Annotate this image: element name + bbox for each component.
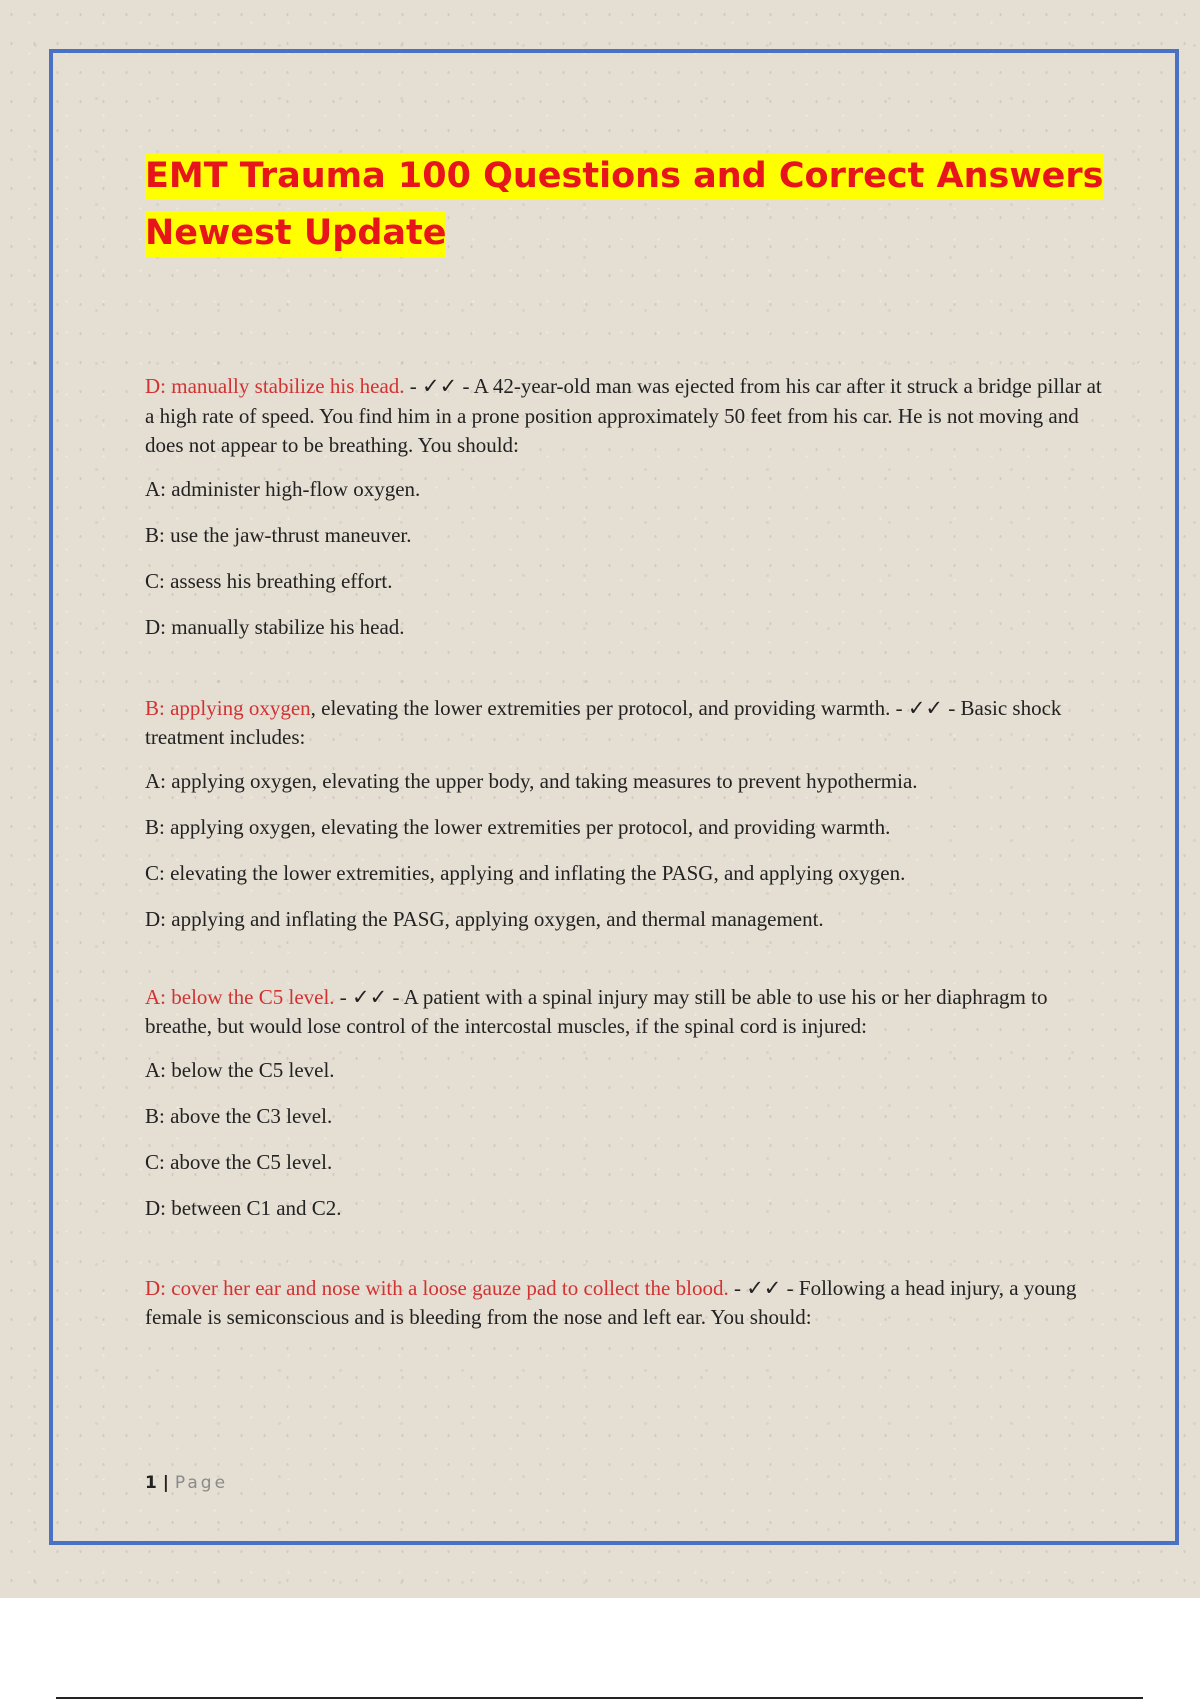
correct-answer: D: cover her ear and nose with a loose gauze pad to collect the blood.	[145, 1275, 729, 1300]
question-stem: Basic shock treatment includes:	[145, 695, 1062, 749]
question-stem: A patient with a spinal injury may still be able to use his or her diaphragm to breathe, but would lose control of the intercostal muscles, if the spinal cord is injured:	[145, 984, 1048, 1038]
title-line-1: EMT Trauma 100 Questions and Correct Answers	[145, 154, 1104, 200]
page-number: 1	[145, 1473, 157, 1493]
option-b: B: applying oxygen, elevating the lower extremities per protocol, and providing warmth.	[145, 814, 891, 839]
option-d: D: manually stabilize his head.	[145, 614, 405, 639]
check-separator: - ✓✓ -	[404, 374, 474, 398]
option-c: C: above the C5 level.	[145, 1149, 333, 1174]
question-block-2	[145, 694, 1105, 934]
option-a: A: administer high-flow oxygen.	[145, 476, 421, 501]
question-block-1	[145, 372, 1105, 642]
check-separator: - ✓✓ -	[890, 695, 961, 720]
option-b: B: use the jaw-thrust maneuver.	[145, 522, 412, 547]
question-block-4	[145, 1274, 1105, 1333]
bottom-divider	[56, 1697, 1143, 1699]
question-stem: Following a head injury, a young female is semiconscious and is bleeding from the nose and left ear. You should:	[145, 1275, 1077, 1329]
check-separator: - ✓✓ -	[728, 1275, 799, 1300]
question-stem: A 42-year-old man was ejected from his car after it struck a bridge pillar at a high rate of speed. You find him in a prone position approximately 50 feet from his car. He is not moving and does not appear to be breathing. You should:	[145, 374, 1102, 457]
question-text	[145, 983, 1105, 1042]
option-a: A: applying oxygen, elevating the upper body, and taking measures to prevent hypothermia.	[145, 768, 918, 793]
option-c: C: elevating the lower extremities, applying and inflating the PASG, and applying oxygen.	[145, 860, 906, 885]
option-d: D: between C1 and C2.	[145, 1195, 342, 1220]
option-a: A: below the C5 level.	[145, 1057, 335, 1082]
check-separator: - ✓✓ -	[334, 984, 404, 1009]
document-title	[145, 148, 1105, 262]
correct-answer: B: applying oxygen	[145, 695, 311, 720]
option-b: B: above the C3 level.	[145, 1103, 333, 1128]
page-content	[145, 148, 1105, 1347]
question-block-3	[145, 983, 1105, 1223]
option-c: C: assess his breathing effort.	[145, 568, 393, 593]
title-line-2: Newest Update	[145, 211, 446, 257]
correct-answer: D: manually stabilize his head.	[145, 374, 405, 398]
question-text	[145, 1274, 1105, 1333]
question-text	[145, 372, 1105, 461]
footer-divider: |	[156, 1473, 175, 1493]
page-label: Page	[174, 1473, 229, 1493]
correct-answer: A: below the C5 level.	[145, 984, 335, 1009]
page-footer	[145, 1473, 228, 1493]
question-text	[145, 694, 1105, 753]
correct-answer-rest: , elevating the lower extremities per protocol, and providing warmth.	[310, 695, 891, 720]
option-d: D: applying and inflating the PASG, applying oxygen, and thermal management.	[145, 906, 824, 931]
